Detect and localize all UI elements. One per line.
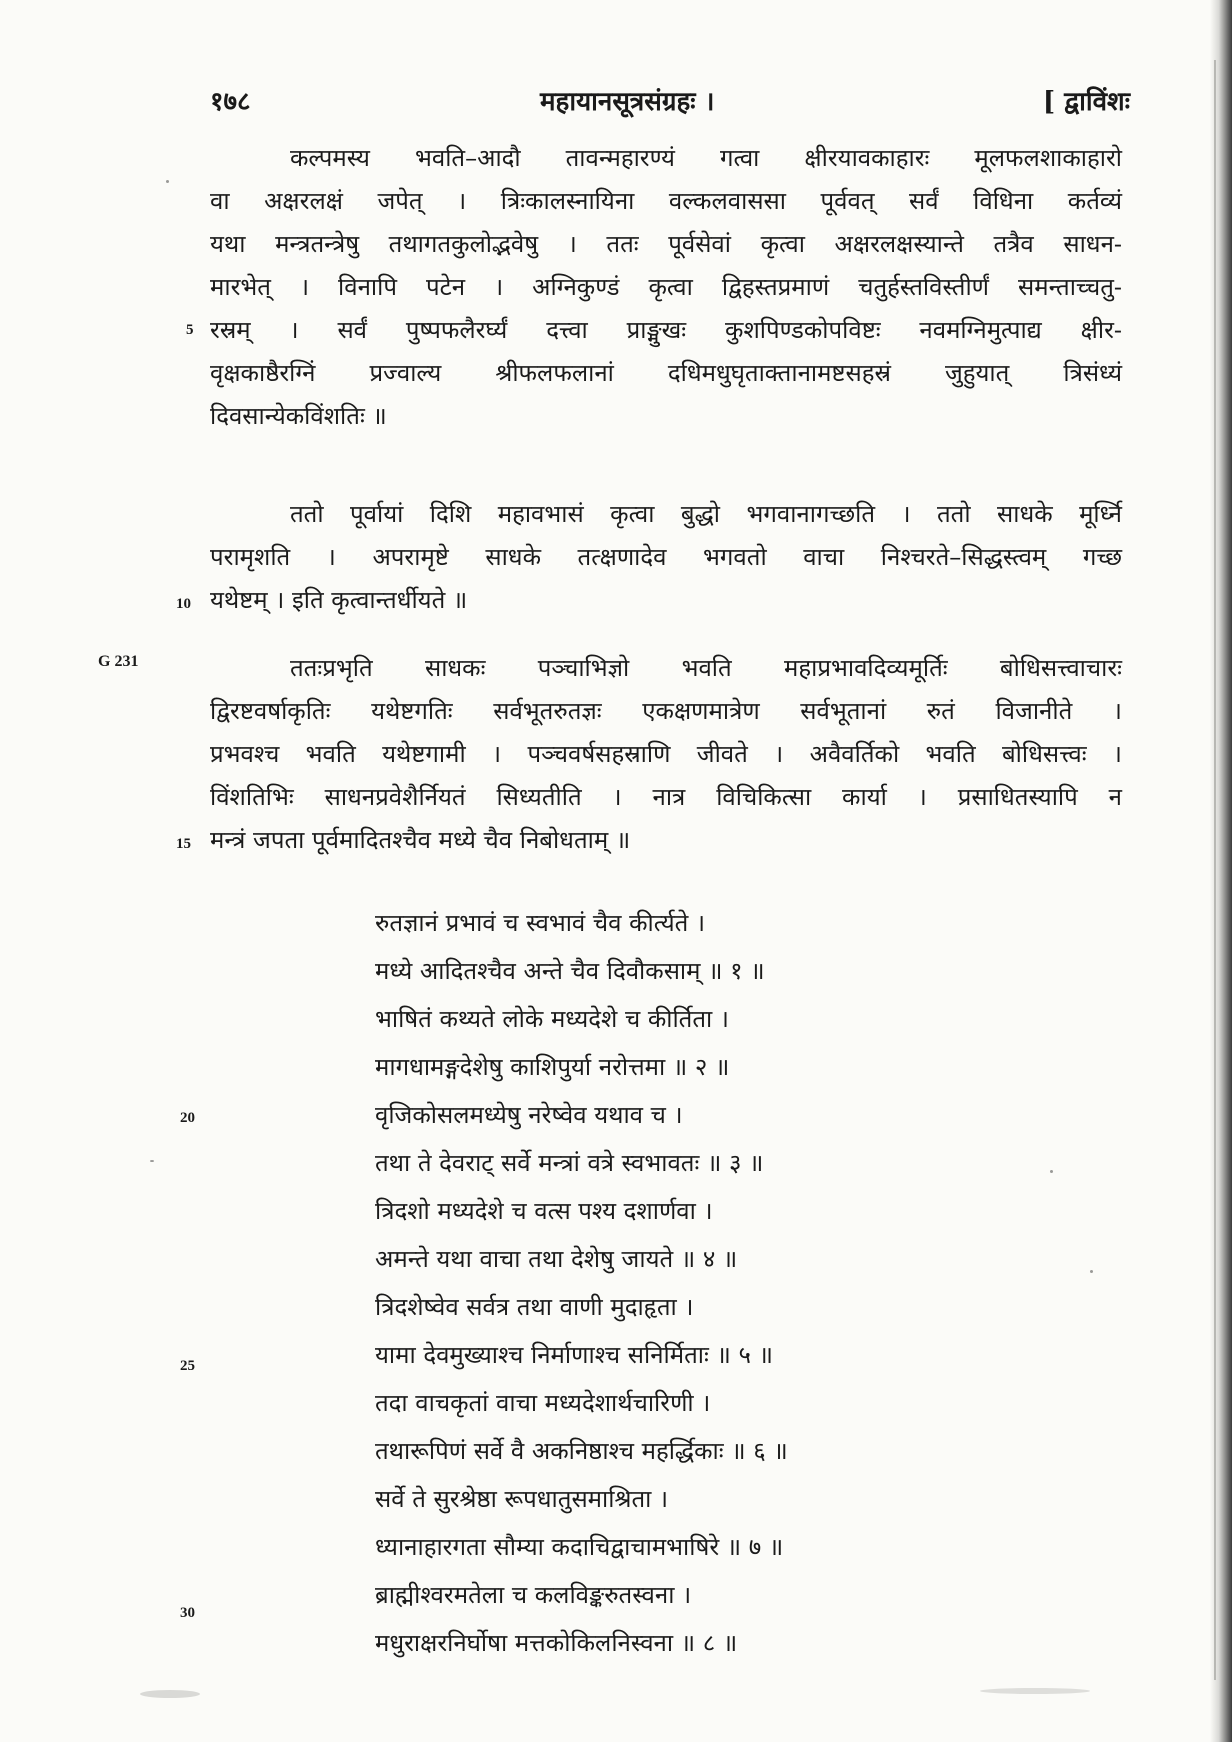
- line-number: 10: [176, 596, 191, 612]
- paragraph-line: ततो पूर्वायां दिशि महावभासं कृत्वा बुद्धो भगवानागच्छति । ततो साधके मूर्ध्नि: [290, 500, 1122, 528]
- verse-line: मधुराक्षरनिर्घोषा मत्तकोकिलनिस्वना ॥ ८ ॥: [375, 1629, 738, 1657]
- section-title: [ द्वाविंशः: [1042, 87, 1130, 117]
- paragraph-line: दिवसान्येकविंशतिः ॥: [210, 402, 387, 430]
- running-title: महायानसूत्रसंग्रहः ।: [540, 87, 715, 117]
- paragraph-line: परामृशति । अपरामृष्टे साधके तत्क्षणादेव भगवतो वाचा निश्चरते–सिद्धस्त्वम् गच्छ: [210, 543, 1122, 571]
- running-header: [210, 82, 1130, 122]
- verse-line: अमन्ते यथा वाचा तथा देशेषु जायते ॥ ४ ॥: [375, 1245, 738, 1273]
- scan-speck: [150, 1160, 154, 1162]
- paragraph-line: मन्त्रं जपता पूर्वमादितश्चैव मध्ये चैव निबोधताम् ॥: [210, 826, 631, 854]
- paragraph-line: ततःप्रभृति साधकः पञ्चाभिज्ञो भवति महाप्रभावदिव्यमूर्तिः बोधिसत्त्वाचारः: [290, 654, 1122, 682]
- verse-line: भाषितं कथ्यते लोके मध्यदेशे च कीर्तिता ।: [375, 1005, 729, 1033]
- scan-edge-line: [1214, 60, 1216, 1680]
- line-number: 5: [186, 322, 194, 338]
- line-number: 30: [180, 1605, 195, 1621]
- verse-line: तथारूपिणं सर्वे वै अकनिष्ठाश्च महर्द्धिकाः ॥ ६ ॥: [375, 1437, 788, 1465]
- verse-line: ब्राह्मीश्वरमतेला च कलविङ्करुतस्वना ।: [375, 1581, 692, 1609]
- verse-line: सर्वे ते सुरश्रेष्ठा रूपधातुसमाश्रिता ।: [375, 1485, 669, 1513]
- verse-line: तदा वाचकृतां वाचा मध्यदेशार्थचारिणी ।: [375, 1389, 711, 1417]
- verse-line: त्रिदशो मध्यदेशे च वत्स पश्य दशार्णवा ।: [375, 1197, 713, 1225]
- line-number: 15: [176, 836, 191, 852]
- paragraph-line: प्रभवश्च भवति यथेष्टगामी । पञ्चवर्षसहस्राणि जीवते । अवैवर्तिको भवति बोधिसत्त्वः ।: [210, 740, 1122, 768]
- verse-line: रुतज्ञानं प्रभावं च स्वभावं चैव कीर्त्यते ।: [375, 909, 706, 937]
- paragraph-line: वा अक्षरलक्षं जपेत् । त्रिःकालस्नायिना वल्कलवाससा पूर्ववत् सर्वं विधिना कर्तव्यं: [210, 187, 1122, 215]
- paragraph-line: कल्पमस्य भवति–आदौ तावन्महारण्यं गत्वा क्षीरयावकाहारः मूलफलशाकाहारो: [290, 144, 1122, 172]
- paragraph-line: यथेष्टम् । इति कृत्वान्तर्धीयते ॥: [210, 586, 468, 614]
- line-number: 20: [180, 1110, 195, 1126]
- line-number: 25: [180, 1358, 195, 1374]
- scan-page-edge: [1210, 0, 1232, 1742]
- verse-line: यामा देवमुख्याश्च निर्माणाश्च सनिर्मिताः ॥ ५ ॥: [375, 1341, 773, 1369]
- verse-line: वृजिकोसलमध्येषु नरेष्वेव यथाव च ।: [375, 1101, 683, 1129]
- verse-line: मागधामङ्गदेशेषु काशिपुर्या नरोत्तमा ॥ २ ॥: [375, 1053, 730, 1081]
- verse-line: ध्यानाहारगता सौम्या कदाचिद्वाचामभाषिरे ॥ ७ ॥: [375, 1533, 784, 1561]
- paragraph-line: यथा मन्त्रतन्त्रेषु तथागतकुलोद्भवेषु । ततः पूर्वसेवां कृत्वा अक्षरलक्षस्यान्ते तत्रैव साधन-: [210, 230, 1122, 258]
- paragraph-line: विंशतिभिः साधनप्रवेशैर्नियतं सिध्यतीति । नात्र विचिकित्सा कार्या । प्रसाधितस्यापि न: [210, 783, 1122, 811]
- margin-reference: G 231: [98, 653, 139, 670]
- scan-speck: [980, 1688, 1090, 1694]
- paragraph-line: रस्रम् । सर्वं पुष्पफलैरर्घ्यं दत्त्वा प्राङ्मुखः कुशपिण्डकोपविष्टः नवमग्निमुत्पाद्य क्षीर-: [210, 316, 1122, 344]
- scan-speck: [1050, 1170, 1053, 1173]
- verse-line: मध्ये आदितश्चैव अन्ते चैव दिवौकसाम् ॥ १ ॥: [375, 957, 765, 985]
- paragraph-line: द्विरष्टवर्षाकृतिः यथेष्टगतिः सर्वभूतरुतज्ञः एकक्षणमात्रेण सर्वभूतानां रुतं विजानीते ।: [210, 697, 1122, 725]
- paragraph-line: वृक्षकाष्ठैरग्निं प्रज्वाल्य श्रीफलफलानां दधिमधुघृताक्तानामष्टसहस्रं जुहुयात् त्रिसंध्यं: [210, 359, 1122, 387]
- scan-speck: [1090, 1270, 1093, 1273]
- scan-speck: [166, 180, 169, 183]
- paragraph-line: मारभेत् । विनापि पटेन । अग्निकुण्डं कृत्वा द्विहस्तप्रमाणं चतुर्हस्तविस्तीर्णं समन्ताच्चतु-: [210, 273, 1122, 301]
- verse-line: तथा ते देवराट् सर्वे मन्त्रां वत्रे स्वभावतः ॥ ३ ॥: [375, 1149, 764, 1177]
- page-number: १७८: [210, 87, 251, 117]
- verse-line: त्रिदशेष्वेव सर्वत्र तथा वाणी मुदाहृता ।: [375, 1293, 694, 1321]
- scan-speck: [140, 1690, 200, 1698]
